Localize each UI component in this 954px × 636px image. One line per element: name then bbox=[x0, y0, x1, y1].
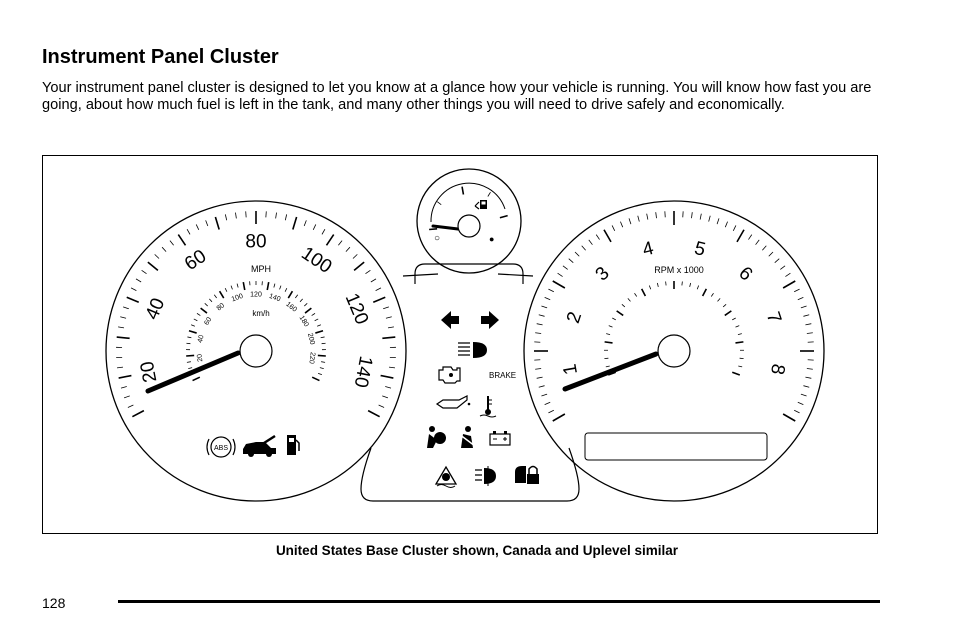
speedometer-kmh-tick bbox=[280, 286, 281, 290]
speedometer-tick bbox=[322, 229, 325, 234]
tachometer-hub bbox=[658, 335, 690, 367]
speedometer-kmh-tick bbox=[197, 313, 200, 315]
speedometer-kmh-tick bbox=[189, 331, 197, 333]
tachometer-label: 4 bbox=[640, 237, 656, 261]
tachometer-inner-tick bbox=[711, 293, 713, 296]
tachometer-tick bbox=[589, 240, 593, 245]
tachometer-tick bbox=[620, 222, 622, 228]
turn-right-arrow-icon bbox=[481, 311, 499, 329]
tachometer-tick bbox=[545, 402, 551, 404]
tachometer-inner-tick bbox=[738, 334, 742, 335]
speedometer-tick bbox=[131, 288, 136, 291]
tachometer-tick bbox=[558, 273, 563, 276]
tachometer-tick bbox=[803, 386, 809, 388]
speedometer-kmh-tick bbox=[305, 308, 311, 313]
speedometer-tick bbox=[293, 217, 297, 229]
speedometer-label: 60 bbox=[181, 245, 211, 276]
speedometer-label: 120 bbox=[340, 290, 373, 328]
tachometer-tick bbox=[700, 214, 701, 220]
oil-pressure-icon bbox=[437, 396, 470, 408]
tachometer-tick bbox=[582, 246, 586, 251]
speedometer-tick bbox=[119, 376, 132, 379]
tachometer-inner-tick bbox=[738, 366, 742, 367]
speedometer-kmh-label: 60 bbox=[203, 316, 214, 327]
tachometer-tick bbox=[537, 324, 543, 325]
tachometer-tick bbox=[725, 222, 727, 228]
tachometer-tick bbox=[807, 333, 813, 334]
speedometer-kmh-tick bbox=[214, 295, 216, 298]
speedometer-kmh-tick bbox=[186, 355, 194, 356]
speedometer-tick bbox=[196, 224, 199, 229]
speedometer-label: 80 bbox=[245, 231, 267, 253]
fuel-pump-small-icon bbox=[475, 200, 487, 209]
tachometer-tick bbox=[569, 259, 574, 263]
tachometer-inner-tick bbox=[634, 293, 636, 296]
tachometer-inner-tick bbox=[725, 311, 732, 316]
seatbelt-icon bbox=[459, 426, 475, 448]
tachometer-inner-tick bbox=[628, 298, 631, 301]
speedometer-label: 140 bbox=[349, 354, 377, 390]
speedometer-kmh-tick bbox=[320, 368, 324, 369]
speedometer-tick bbox=[132, 411, 143, 417]
speedometer-tick bbox=[123, 307, 129, 309]
tachometer-inner-tick bbox=[609, 326, 613, 327]
speedometer-kmh-tick bbox=[194, 319, 198, 321]
speedometer-kmh-tick bbox=[318, 355, 326, 356]
speedometer-kmh-label: 80 bbox=[215, 302, 227, 313]
speedometer-tick bbox=[338, 241, 342, 246]
tachometer-tick bbox=[575, 252, 579, 256]
tachometer-tick bbox=[737, 230, 744, 242]
tachometer-tick bbox=[541, 394, 547, 396]
tachometer-tick bbox=[783, 281, 795, 288]
speedometer-label: 20 bbox=[136, 359, 162, 385]
speedometer-kmh-tick bbox=[191, 325, 195, 327]
speedometer-tick bbox=[215, 217, 219, 229]
tachometer-inner-tick bbox=[690, 283, 691, 287]
fuel-pump-icon bbox=[287, 435, 299, 455]
tachometer-label: 1 bbox=[559, 362, 583, 377]
tachometer-tick bbox=[604, 230, 611, 242]
speedometer-tick bbox=[155, 254, 159, 258]
tachometer-tick bbox=[801, 394, 807, 396]
section-heading: Instrument Panel Cluster bbox=[42, 46, 279, 68]
tachometer-tick bbox=[537, 377, 543, 378]
speedometer-tick bbox=[121, 386, 127, 388]
tachometer-tick bbox=[647, 214, 648, 220]
speedometer-tick bbox=[353, 254, 357, 258]
fuel-gauge-tick bbox=[488, 192, 491, 196]
speedometer-kmh-label: 140 bbox=[267, 292, 282, 304]
speedometer-tick bbox=[124, 396, 130, 398]
speedometer-tick bbox=[136, 279, 141, 282]
speedometer-tick bbox=[379, 405, 384, 407]
tachometer-tick bbox=[798, 297, 804, 299]
speedometer-tick bbox=[285, 214, 286, 220]
tachometer-tick bbox=[553, 281, 565, 288]
speedometer-tick bbox=[187, 229, 190, 234]
speedometer-kmh-tick bbox=[300, 299, 303, 302]
tachometer-tick bbox=[709, 216, 711, 222]
speedometer-tick bbox=[376, 288, 381, 291]
tachometer-tick bbox=[762, 246, 766, 251]
speedometer-tick bbox=[235, 213, 236, 219]
tachometer-tick bbox=[539, 386, 545, 388]
tachometer-inner-tick bbox=[622, 304, 625, 307]
speedometer-kmh-tick bbox=[312, 313, 315, 315]
speedometer-kmh-tick bbox=[231, 286, 232, 290]
speedometer-kmh-label: 220 bbox=[307, 351, 316, 365]
tachometer-tick bbox=[785, 273, 790, 276]
tachometer-tick bbox=[612, 225, 615, 230]
speedometer-tick bbox=[382, 396, 388, 398]
speedometer-tick bbox=[365, 270, 370, 273]
speedometer-kmh-tick bbox=[188, 368, 192, 369]
speedometer-label: 40 bbox=[141, 295, 170, 323]
tachometer-tick bbox=[807, 368, 813, 369]
tachometer-tick bbox=[656, 212, 657, 218]
speedometer-tick bbox=[389, 367, 395, 368]
speedometer-kmh-label: 40 bbox=[197, 334, 206, 344]
tachometer-label: 6 bbox=[734, 262, 757, 286]
tachometer-tick bbox=[535, 333, 541, 334]
tachometer-tick bbox=[548, 289, 553, 292]
speedometer-hub bbox=[240, 335, 272, 367]
tachometer-tick bbox=[783, 414, 795, 421]
tachometer-tick bbox=[805, 377, 811, 378]
speedometer-tick bbox=[326, 235, 333, 246]
speedometer-tick bbox=[385, 386, 391, 388]
speedometer-tick bbox=[368, 411, 379, 417]
speedometer-tick bbox=[383, 307, 389, 309]
tachometer-tick bbox=[535, 368, 541, 369]
fuel-gauge-tick bbox=[462, 187, 463, 195]
tachometer-inner-tick bbox=[697, 285, 698, 289]
tachometer-tick bbox=[545, 297, 551, 299]
speedometer-unit-label: MPH bbox=[251, 264, 271, 274]
speedometer-tick bbox=[388, 327, 394, 328]
battery-charging-icon bbox=[490, 431, 510, 445]
speedometer-kmh-label: 160 bbox=[284, 300, 298, 314]
speedometer-kmh-tick bbox=[237, 284, 238, 288]
turn-left-arrow-icon bbox=[441, 311, 459, 329]
tachometer-tick bbox=[691, 212, 692, 218]
tachometer-tick bbox=[733, 225, 736, 230]
tachometer-inner-tick bbox=[617, 311, 624, 316]
tachometer-label: 8 bbox=[765, 362, 789, 377]
speedometer-tick bbox=[117, 367, 123, 368]
tachometer-tick bbox=[717, 218, 719, 224]
tachometer-unit-label: RPM x 1000 bbox=[654, 265, 704, 275]
speedometer-kmh-tick bbox=[312, 377, 319, 380]
fuel-gauge-tick bbox=[437, 202, 441, 205]
figure-caption: United States Base Cluster shown, Canada and Uplevel similar bbox=[275, 543, 679, 558]
speedometer-kmh-label: 200 bbox=[306, 332, 316, 346]
tachometer-label: 5 bbox=[692, 237, 708, 261]
fuel-gauge bbox=[417, 169, 521, 273]
speedometer-tick bbox=[373, 297, 385, 302]
speedometer-kmh-tick bbox=[187, 362, 191, 363]
speedometer-tick bbox=[371, 279, 376, 282]
speedometer-label: 100 bbox=[297, 242, 336, 278]
speedometer-tick bbox=[354, 262, 364, 270]
speedometer-kmh-tick bbox=[193, 377, 200, 380]
speedometer-tick bbox=[117, 337, 130, 338]
odometer-display bbox=[585, 433, 767, 460]
speedometer-kmh-tick bbox=[285, 288, 287, 292]
tachometer-inner-tick bbox=[642, 289, 646, 296]
speedometer-kmh-tick bbox=[187, 337, 191, 338]
fog-lamp-icon bbox=[475, 466, 496, 486]
tachometer-tick bbox=[794, 289, 799, 292]
traction-control-icon bbox=[436, 467, 456, 488]
brake-indicator-label: BRAKE bbox=[489, 371, 517, 380]
fuel-gauge-hub bbox=[458, 215, 480, 237]
speedometer-needle bbox=[148, 353, 238, 391]
tachometer-tick bbox=[539, 315, 545, 317]
fuel-gauge-tick bbox=[500, 216, 508, 218]
speedometer-kmh-unit-label: km/h bbox=[252, 309, 270, 318]
speedometer-kmh-label: 100 bbox=[230, 292, 245, 304]
speedometer bbox=[106, 201, 406, 501]
speedometer-tick bbox=[346, 247, 350, 251]
speedometer-kmh-label: 180 bbox=[297, 314, 310, 329]
tachometer-tick bbox=[748, 235, 751, 240]
speedometer-kmh-tick bbox=[267, 282, 268, 290]
intro-paragraph: Your instrument panel cluster is designed to let you know at a glance how your vehicle is running. You will know how fast you are going, about how much fuel is left in the tank, and many other things you will need to drive safely and economically. bbox=[42, 80, 872, 113]
speedometer-kmh-tick bbox=[321, 337, 325, 338]
speedometer-tick bbox=[381, 376, 394, 379]
tachometer-tick bbox=[629, 218, 631, 224]
speedometer-kmh-label: 20 bbox=[196, 353, 205, 363]
speedometer-tick bbox=[276, 213, 277, 219]
coolant-temperature-icon bbox=[480, 396, 496, 417]
speedometer-kmh-tick bbox=[209, 299, 212, 302]
tachometer-label: 7 bbox=[761, 309, 786, 326]
airbag-icon bbox=[427, 426, 446, 448]
speedometer-kmh-tick bbox=[315, 319, 319, 321]
cluster-illustration bbox=[43, 156, 879, 535]
tachometer-inner-tick bbox=[606, 366, 610, 367]
speedometer-kmh-tick bbox=[304, 303, 307, 306]
tachometer-tick bbox=[780, 266, 785, 270]
speedometer-tick bbox=[142, 270, 147, 273]
instrument-cluster-figure bbox=[42, 155, 878, 534]
door-ajar-icon bbox=[243, 436, 276, 457]
tachometer-tick bbox=[638, 216, 640, 222]
speedometer-kmh-tick bbox=[220, 291, 224, 298]
speedometer-kmh-tick bbox=[205, 303, 208, 306]
tachometer-tick bbox=[756, 240, 760, 245]
speedometer-kmh-tick bbox=[243, 282, 244, 290]
tachometer-inner-tick bbox=[736, 326, 740, 327]
tachometer-inner-tick bbox=[657, 283, 658, 287]
speedometer-tick bbox=[127, 297, 139, 302]
tachometer-tick bbox=[801, 306, 807, 308]
abs-label: ABS bbox=[213, 445, 229, 452]
speedometer-kmh-tick bbox=[225, 288, 227, 292]
tachometer-inner-tick bbox=[723, 304, 726, 307]
tachometer-inner-tick bbox=[732, 318, 736, 320]
tachometer-tick bbox=[798, 402, 804, 404]
tachometer-label: 3 bbox=[591, 262, 614, 286]
cluster-housing bbox=[361, 264, 579, 501]
tachometer-tick bbox=[563, 266, 568, 270]
speedometer-kmh-tick bbox=[315, 331, 323, 333]
speedometer-tick bbox=[225, 214, 226, 220]
speedometer-kmh-tick bbox=[321, 362, 325, 363]
tachometer-label: 2 bbox=[562, 309, 587, 326]
tachometer-inner-tick bbox=[612, 318, 616, 320]
speedometer-kmh-tick bbox=[201, 308, 207, 313]
tachometer-tick bbox=[775, 259, 780, 263]
fuel-gauge-tick bbox=[429, 229, 437, 230]
tachometer-inner-tick bbox=[732, 372, 740, 375]
tachometer-tick bbox=[794, 410, 799, 413]
tachometer-inner-tick bbox=[606, 334, 610, 335]
speedometer-kmh-tick bbox=[318, 373, 322, 374]
tachometer-inner-tick bbox=[605, 342, 613, 343]
speedometer-tick bbox=[148, 262, 158, 270]
check-engine-icon bbox=[439, 367, 460, 383]
tachometer-tick bbox=[548, 410, 553, 413]
speedometer-tick bbox=[206, 220, 208, 226]
abs-icon bbox=[207, 437, 235, 457]
fuel-full-symbol: ● bbox=[489, 234, 495, 244]
speedometer-tick bbox=[304, 220, 306, 226]
speedometer-kmh-label: 120 bbox=[250, 291, 262, 299]
tachometer-tick bbox=[803, 315, 809, 317]
speedometer-tick bbox=[386, 317, 392, 318]
tachometer bbox=[524, 201, 824, 501]
security-lock-icon bbox=[515, 466, 539, 484]
speedometer-tick bbox=[170, 241, 174, 246]
fuel-empty-symbol: ○ bbox=[434, 233, 441, 244]
speedometer-tick bbox=[162, 247, 166, 251]
footer-rule bbox=[118, 600, 880, 603]
speedometer-tick bbox=[128, 405, 133, 407]
tachometer-inner-tick bbox=[735, 342, 743, 343]
tachometer-tick bbox=[805, 324, 811, 325]
speedometer-tick bbox=[120, 317, 126, 318]
tachometer-tick bbox=[553, 414, 565, 421]
speedometer-kmh-tick bbox=[295, 295, 297, 298]
speedometer-kmh-tick bbox=[288, 291, 292, 298]
page-number: 128 bbox=[42, 595, 66, 611]
speedometer-tick bbox=[178, 235, 185, 246]
speedometer-kmh-tick bbox=[317, 325, 321, 327]
speedometer-tick bbox=[313, 224, 316, 229]
speedometer-tick bbox=[118, 327, 124, 328]
headlamp-high-beam-icon bbox=[458, 342, 487, 358]
speedometer-kmh-tick bbox=[274, 284, 275, 288]
tachometer-inner-tick bbox=[718, 298, 721, 301]
tachometer-inner-tick bbox=[703, 289, 707, 296]
tachometer-tick bbox=[596, 235, 599, 240]
speedometer-tick bbox=[382, 337, 395, 338]
tachometer-tick bbox=[769, 252, 773, 256]
tachometer-tick bbox=[541, 306, 547, 308]
tachometer-inner-tick bbox=[649, 285, 650, 289]
